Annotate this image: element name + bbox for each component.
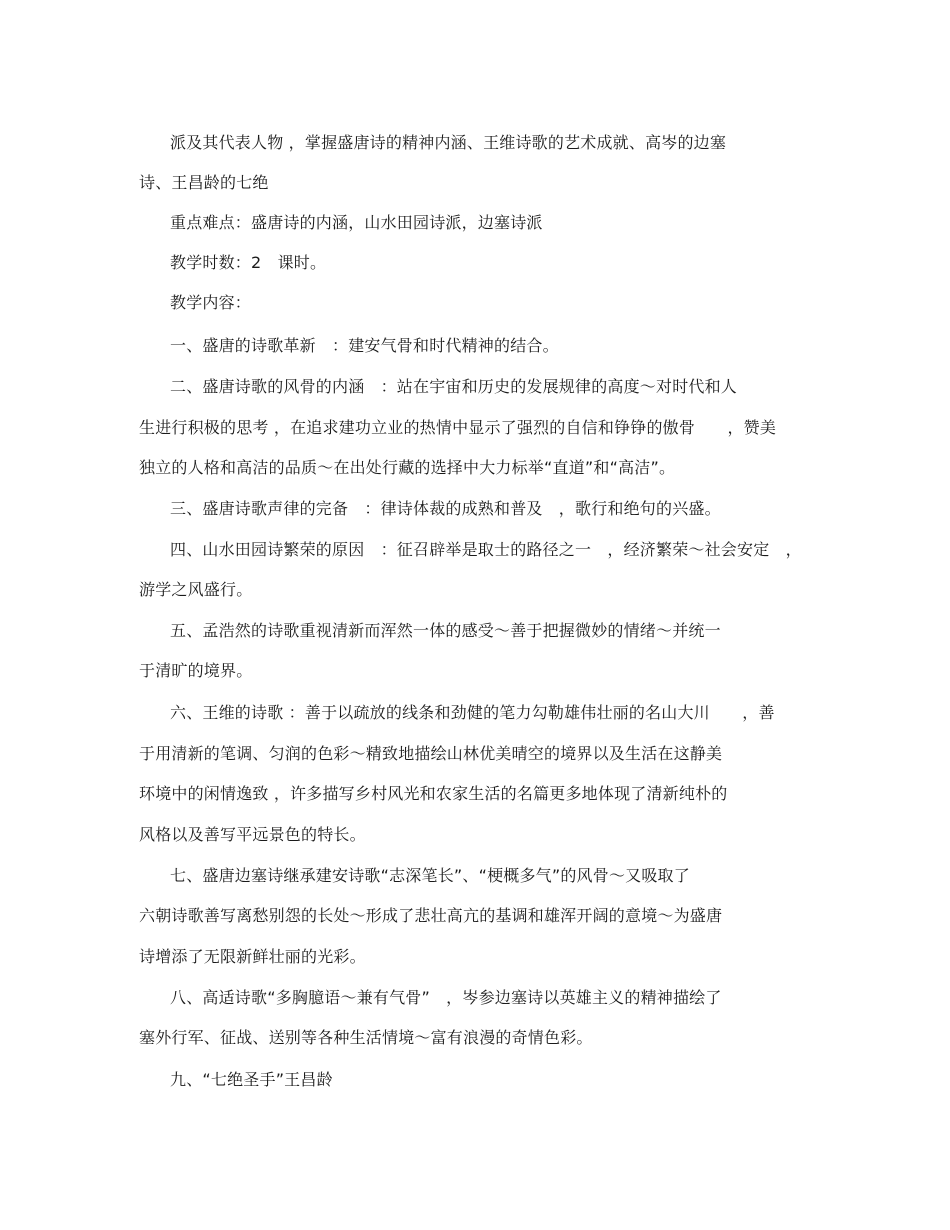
section-4-line: 四、山水田园诗繁荣的原因 ：征召辟举是取士的路径之一 ，经济繁荣～社会安定 ， — [170, 540, 802, 559]
paragraph-line: 派及其代表人物 ，掌握盛唐诗的精神内涵、王维诗歌的艺术成就、高岑的边塞 — [170, 133, 727, 152]
section-8-line: 塞外行军、征战、送别等各种生活情境～富有浪漫的奇情色彩。 — [139, 1028, 593, 1047]
section-7-line: 六朝诗歌善写离愁别怨的长处～形成了悲壮高亢的基调和雄浑开阔的意境～为盛唐 — [139, 906, 723, 925]
section-6-line: 风格以及善写平远景色的特长。 — [139, 825, 366, 844]
section-4-line: 游学之风盛行。 — [139, 580, 253, 599]
teaching-hours-line: 教学时数：2 课时。 — [170, 253, 327, 272]
section-8-line: 八、高适诗歌“多胸臆语～兼有气骨” ，岑参边塞诗以英雄主义的精神描绘了 — [170, 988, 722, 1007]
key-points-line: 重点难点：盛唐诗的内涵，山水田园诗派，边塞诗派 — [170, 213, 543, 232]
section-2-line: 生进行积极的思考 ，在追求建功立业的热情中显示了强烈的自信和铮铮的傲骨 ，赞美 — [139, 418, 777, 437]
section-3-line: 三、盛唐诗歌声律的完备 ：律诗体裁的成熟和普及 ，歌行和绝句的兴盛。 — [170, 499, 721, 518]
section-1-line: 一、盛唐的诗歌革新 ：建安气骨和时代精神的结合。 — [170, 336, 559, 355]
section-5-line: 于清旷的境界。 — [139, 661, 253, 680]
section-6-line: 六、王维的诗歌 ：善于以疏放的线条和劲健的笔力勾勒雄伟壮丽的名山大川 ，善 — [170, 703, 775, 722]
section-2-line: 二、盛唐诗歌的风骨的内涵 ：站在宇宙和历史的发展规律的高度～对时代和人 — [170, 377, 738, 396]
teaching-content-heading: 教学内容： — [170, 293, 252, 312]
section-5-line: 五、孟浩然的诗歌重视清新而浑然一体的感受～善于把握微妙的情绪～并统一 — [170, 621, 721, 640]
paragraph-line: 诗、王昌龄的七绝 — [139, 173, 269, 192]
section-2-line: 独立的人格和高洁的品质～在出处行藏的选择中大力标举“直道”和“高洁”。 — [139, 458, 676, 477]
section-6-line: 环境中的闲情逸致 ，许多描写乡村风光和农家生活的名篇更多地体现了清新纯朴的 — [139, 784, 728, 803]
section-6-line: 于用清新的笔调、匀润的色彩～精致地描绘山林优美晴空的境界以及生活在这静美 — [139, 744, 723, 763]
section-7-line: 七、盛唐边塞诗继承建安诗歌“志深笔长”、“梗概多气”的风骨～又吸取了 — [170, 866, 690, 885]
section-7-line: 诗增添了无限新鲜壮丽的光彩。 — [139, 947, 366, 966]
section-9-line: 九、“七绝圣手”王昌龄 — [170, 1070, 333, 1089]
